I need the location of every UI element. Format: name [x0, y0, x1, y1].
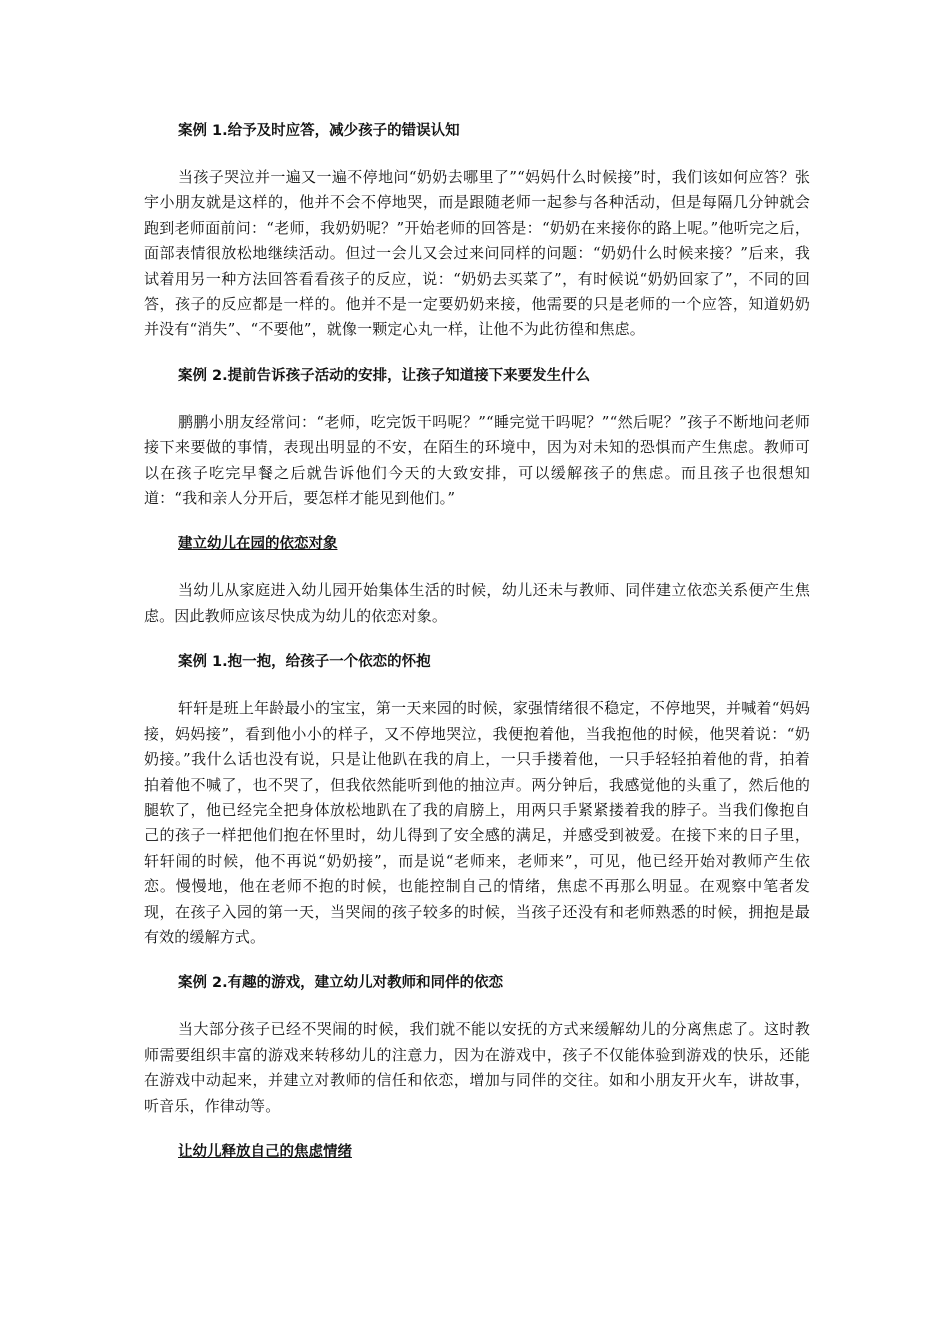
section-3 [144, 531, 810, 649]
section-6 [144, 1139, 810, 1165]
section-heading: 案例 2.提前告诉孩子活动的安排，让孩子知道接下来要发生什么 [178, 367, 591, 384]
section-paragraph: 当大部分孩子已经不哭闹的时候，我们就不能以安抚的方式来缓解幼儿的分离焦虑了。这时教师需要组织丰富的游戏来转移幼儿的注意力，因为在游戏中，孩子不仅能体验到游戏的快乐，还能在游戏中动起来，并建立对教师的信任和依恋，增加与同伴的交往。如和小朋友开火车，讲故事，听音乐，作律动等。 [144, 1020, 810, 1115]
section-1 [144, 118, 810, 363]
section-heading-underlined: 建立幼儿在园的依恋对象 [178, 536, 338, 553]
section-paragraph: 当幼儿从家庭进入幼儿园开始集体生活的时候，幼儿还未与教师、同伴建立依恋关系便产生焦虑。因此教师应该尽快成为幼儿的依恋对象。 [144, 581, 810, 625]
section-paragraph: 当孩子哭泣并一遍又一遍不停地问“奶奶去哪里了”“妈妈什么时候接”时，我们该如何应答？张宇小朋友就是这样的，他并不会不停地哭，而是跟随老师一起参与各种活动，但是每隔几分钟就会跑到老师面前问：“老师，我奶奶呢？”开始老师的回答是：“奶奶在来接你的路上呢。”他听完之后，面部表情很放松地继续活动。但过一会儿又会过来问同样的问题：“奶奶什么时候来接？”后来，我试着用另一种方法回答看看孩子的反应，说：“奶奶去买菜了”，有时候说“奶奶回家了”，不同的回答，孩子的反应都是一样的。他并不是一定要奶奶来接，他需要的只是老师的一个应答，知道奶奶并没有“消失”、“不要他”，就像一颗定心丸一样，让他不为此彷徨和焦虑。 [144, 168, 810, 339]
section-paragraph: 鹏鹏小朋友经常问：“老师，吃完饭干吗呢？”“睡完觉干吗呢？”“然后呢？”孩子不断地问老师接下来要做的事情，表现出明显的不安，在陌生的环境中，因为对未知的恐惧而产生焦虑。教师可以在孩子吃完早餐之后就告诉他们今天的大致安排，可以缓解孩子的焦虑。而且孩子也很想知道：“我和亲人分开后，要怎样才能见到他们。” [144, 412, 810, 508]
section-heading: 案例 1.给予及时应答，减少孩子的错误认知 [178, 123, 460, 139]
section-4 [144, 649, 810, 970]
section-5 [144, 970, 810, 1139]
section-heading: 案例 2.有趣的游戏，建立幼儿对教师和同伴的依恋 [178, 975, 504, 992]
section-heading: 案例 1.抱一抱，给孩子一个依恋的怀抱 [178, 654, 431, 671]
section-2 [144, 363, 810, 532]
section-paragraph: 轩轩是班上年龄最小的宝宝，第一天来园的时候，家强情绪很不稳定，不停地哭，并喊着“妈妈接，妈妈接”，看到他小小的样子，又不停地哭泣，我便抱着他，当我抱他的时候，他哭着说：“奶奶接。”我什么话也没有说，只是让他趴在我的肩上，一只手搂着他，一只手轻轻拍着他的背，拍着拍着他不喊了，也不哭了，但我依然能听到他的抽泣声。两分钟后，我感觉他的头重了，然后他的腿软了，他已经完全把身体放松地趴在了我的肩膀上，用两只手紧紧搂着我的脖子。当我们像抱自己的孩子一样把他们抱在怀里时，幼儿得到了安全感的满足，并感受到被爱。在接下来的日子里，轩轩闹的时候，他不再说“奶奶接”，而是说“老师来，老师来”，可见，他已经开始对教师产生依恋。慢慢地，他在老师不抱的时候，也能控制自己的情绪，焦虑不再那么明显。在观察中笔者发现，在孩子入园的第一天，当哭闹的孩子较多的时候，当孩子还没有和老师熟悉的时候，拥抱是最有效的缓解方式。 [144, 699, 810, 946]
section-heading-underlined: 让幼儿释放自己的焦虑情绪 [178, 1143, 352, 1160]
document-page [144, 118, 810, 1165]
